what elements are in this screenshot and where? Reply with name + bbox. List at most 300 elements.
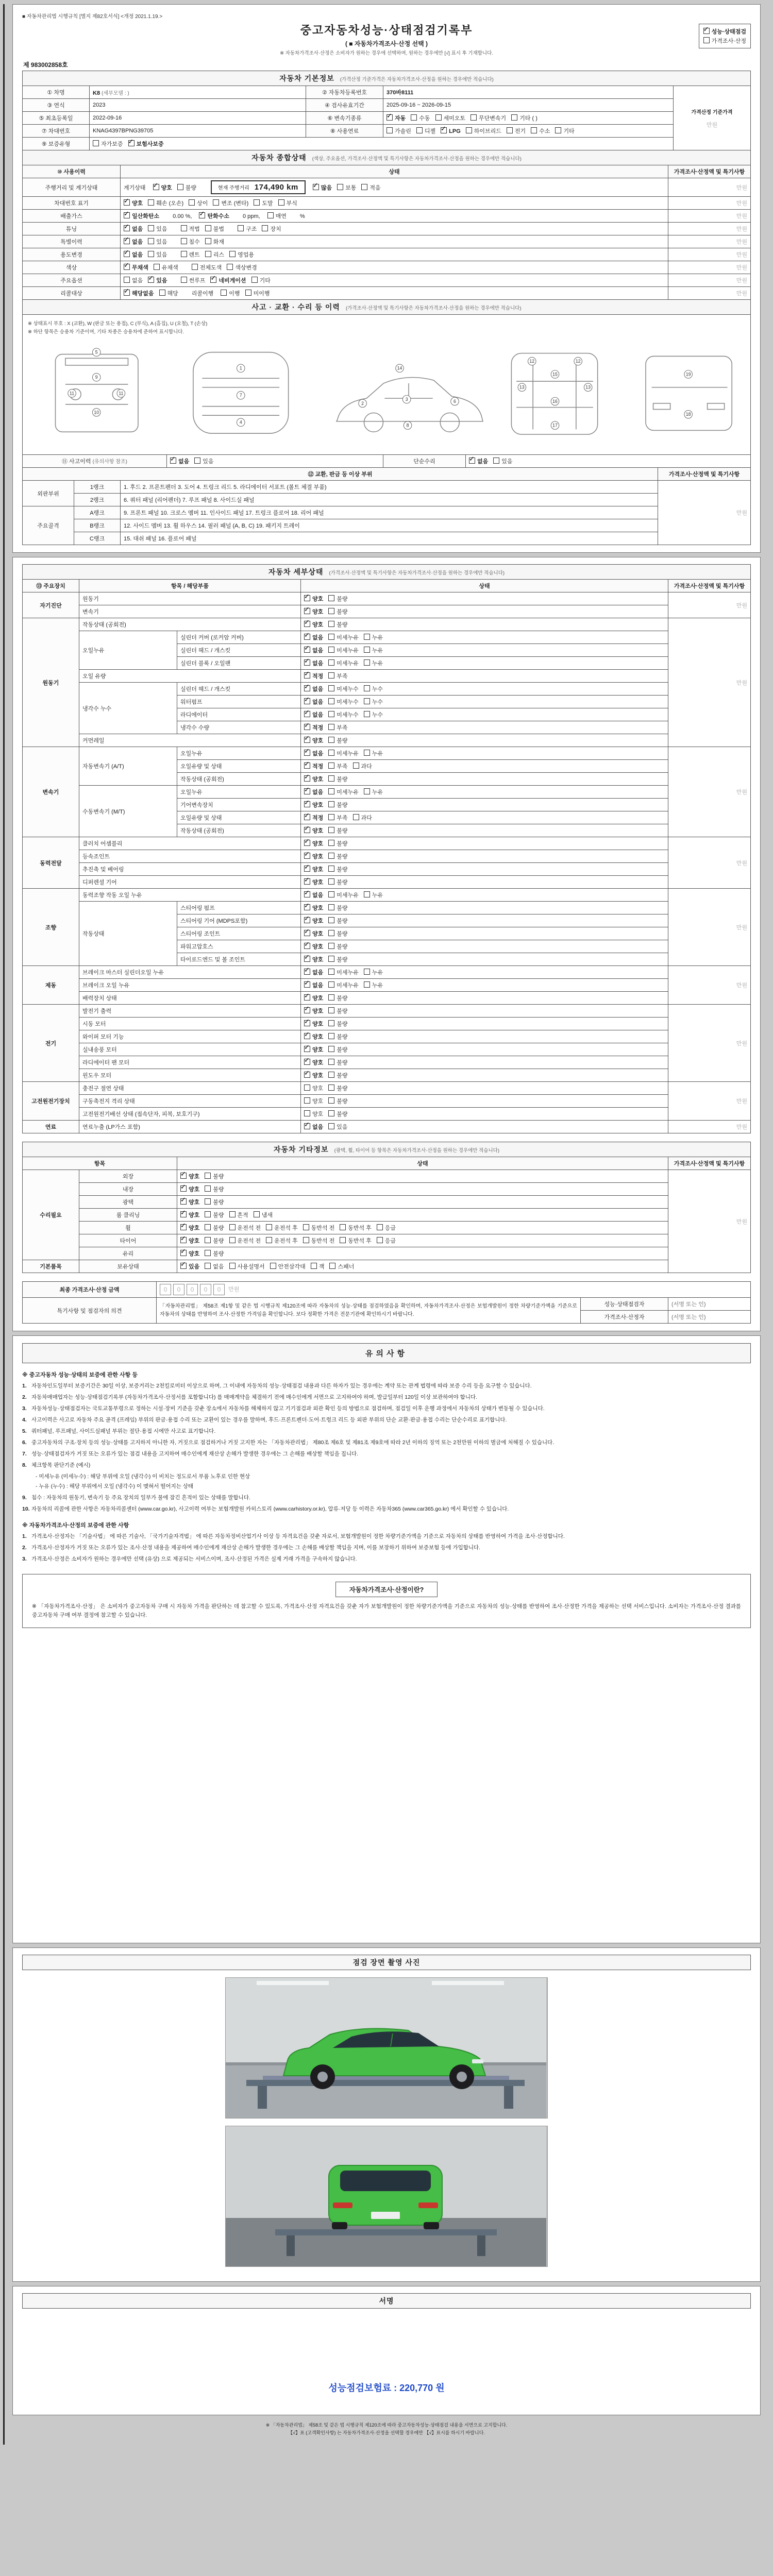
unchecked-option[interactable]: 과다 (353, 814, 372, 822)
unchecked-option[interactable]: 있음 (493, 457, 512, 465)
unchecked-option[interactable]: 미세누수 (328, 698, 359, 706)
panel-parts-list: 9. 프론트 패널 10. 크로스 멤버 11. 인사이드 패널 17. 트렁크 플로어 18. 리어 패널 (121, 506, 658, 519)
checkbox-icon (180, 1237, 187, 1243)
checked-option[interactable]: ✓ 양호 (304, 1032, 323, 1041)
unchecked-option[interactable]: 미세누수 (328, 710, 359, 719)
price-cell: 만원 (668, 592, 750, 618)
checked-option[interactable]: ✓ 적정 (304, 672, 323, 680)
unchecked-option[interactable]: 해당 (159, 289, 178, 297)
checkbox-icon (181, 238, 187, 244)
checked-option[interactable]: ✓ 없음 (304, 749, 323, 757)
checkbox-icon (154, 264, 160, 270)
unchecked-option[interactable]: 안전삼각대 (270, 1262, 306, 1270)
checked-option[interactable]: ✓ 양호 (304, 595, 323, 603)
unchecked-option[interactable]: 세미오토 (435, 114, 466, 122)
checked-option[interactable]: ✓ 적정 (304, 723, 323, 732)
checked-option[interactable]: ✓ 양호 (180, 1224, 199, 1232)
unchecked-option[interactable]: 양호 (304, 1084, 323, 1092)
checked-option[interactable]: ✓ 양호 (304, 801, 323, 809)
unchecked-option[interactable]: 불량 (205, 1249, 224, 1258)
unchecked-option[interactable]: 불량 (205, 1236, 224, 1245)
unchecked-option[interactable]: 불량 (328, 1084, 347, 1092)
unchecked-option[interactable]: 기타 ( ) (511, 114, 537, 122)
unchecked-option[interactable]: 불량 (328, 620, 347, 629)
notices-band: 유의사항 (22, 1343, 751, 1363)
unchecked-option[interactable]: 있음 (148, 238, 167, 246)
signer-role-appraiser: 가격조사·산정자 (580, 1311, 668, 1324)
checked-option[interactable]: ✓ 해당없음 (124, 289, 154, 297)
checked-option[interactable]: ✓ 없음 (124, 238, 143, 246)
device-subitem-label: 실린더 블록 / 오일팬 (177, 657, 301, 670)
checkbox-icon (181, 225, 187, 231)
detail-row (23, 1121, 751, 1133)
price-cell: 만원 (668, 210, 751, 223)
unchecked-option[interactable]: 누유 (364, 659, 383, 667)
checked-option[interactable]: ✓ 양호 (304, 994, 323, 1002)
unchecked-option[interactable]: 미세누유 (328, 659, 359, 667)
unchecked-option[interactable]: 누유 (364, 968, 383, 976)
unchecked-option[interactable]: 불량 (328, 1110, 347, 1118)
detail-row (23, 979, 751, 992)
unchecked-option[interactable]: 매연 (267, 212, 287, 220)
unchecked-option[interactable]: 기타 (251, 276, 271, 284)
unchecked-option[interactable]: 불량 (328, 1071, 347, 1079)
unchecked-option[interactable]: 수동 (411, 114, 430, 122)
checkbox-icon (229, 1211, 236, 1217)
checked-option[interactable]: ✓ 양호 (304, 839, 323, 848)
unchecked-option[interactable]: 누유 (364, 891, 383, 899)
checked-option[interactable]: ✓ 없음 (304, 968, 323, 976)
unchecked-option[interactable]: 가격조사·산정 (703, 37, 746, 45)
section-band-accident: 사고 · 교환 · 수리 등 이력 (가격조사·산정액 및 특기사항은 자동차가격조사·산정을 원하는 경우에만 적습니다) (23, 300, 751, 315)
unchecked-option[interactable]: 보통 (337, 183, 356, 192)
checkbox-icon (328, 878, 334, 885)
device-item-label: 원동기 (79, 592, 301, 605)
unchecked-option[interactable]: 불량 (328, 1045, 347, 1054)
notices-section2-title: ※ 자동차가격조사·산정의 보증에 관한 사항 (22, 1522, 129, 1529)
final-price-label: 최종 가격조사·산정 금액 (23, 1282, 157, 1298)
checkbox-icon (205, 225, 211, 231)
unchecked-option[interactable]: 없음 (205, 1262, 224, 1270)
price-cell: 만원 (668, 618, 750, 747)
checked-option[interactable]: ✓ 양호 (304, 917, 323, 925)
checked-option[interactable]: ✓ 없음 (124, 250, 143, 259)
checkbox-icon (469, 457, 475, 464)
unchecked-option[interactable]: 부족 (328, 672, 347, 680)
checked-option[interactable]: ✓ 없음 (469, 457, 488, 465)
checked-option[interactable]: ✓ 없음 (304, 685, 323, 693)
checkbox-icon (205, 1173, 211, 1179)
diagram-part-number: 6 (453, 398, 456, 404)
unchecked-option[interactable]: 영업용 (229, 250, 254, 259)
field-label-inspection: ④ 검사유효기간 (306, 99, 383, 112)
unchecked-option[interactable]: 흔적 (229, 1211, 248, 1219)
checkbox-icon (364, 981, 370, 988)
unchecked-option[interactable]: 이행 (221, 289, 240, 297)
checkbox-icon (227, 264, 233, 270)
unchecked-option[interactable]: 자가보증 (93, 140, 123, 148)
checked-option[interactable]: ✓ 양호 (304, 620, 323, 629)
unchecked-option[interactable]: 운전석 전 (229, 1236, 261, 1245)
checkbox-icon (180, 1185, 187, 1192)
unchecked-option[interactable]: 부식 (278, 199, 297, 207)
panel-parts-list: 1. 후드 2. 프론트펜더 3. 도어 4. 트렁크 리드 5. 라디에이터 서포트 (볼트 체결 부품) (121, 481, 658, 494)
unchecked-option[interactable]: 미세누유 (328, 646, 359, 654)
unchecked-option[interactable]: 변조 (변타) (213, 199, 248, 207)
checkbox-icon (328, 801, 334, 807)
device-subitem-label: 스티어링 기어 (MDPS포함) (177, 914, 301, 927)
checkbox-icon (304, 595, 310, 601)
unchecked-option[interactable]: 유채색 (154, 263, 178, 272)
checked-option[interactable]: ✓ 양호 (304, 929, 323, 938)
unchecked-option[interactable]: 불량 (328, 852, 347, 860)
unchecked-option[interactable]: 렌트 (181, 250, 200, 259)
overall-item-state (121, 178, 668, 197)
checkbox-icon (364, 788, 370, 794)
unchecked-option[interactable]: 냄새 (254, 1211, 273, 1219)
unchecked-option[interactable]: 불량 (328, 1032, 347, 1041)
notice-item: 1. 가격조사·산정자는 「기술사법」 에 따른 기술사, 「국가기술자격법」 에 따른 자동차정비산업기사 이상 등 자격요건을 갖춘 자로서, 보험개발원이 정한 차량기준가액을 기준으로 자동차의 상태를 반영하여 가격을 조사·산정합니다. (22, 1533, 565, 1539)
unchecked-option[interactable]: 누유 (364, 633, 383, 641)
unchecked-option[interactable]: 부족 (328, 762, 347, 770)
unchecked-option[interactable]: 무단변속기 (470, 114, 506, 122)
checkbox-icon (507, 127, 513, 133)
detail-row (23, 837, 751, 850)
panel-parts-list: 6. 쿼터 패널 (리어펜더) 7. 루프 패널 8. 사이드실 패널 (121, 494, 658, 506)
checked-option[interactable]: ✓ 양호 (180, 1249, 199, 1258)
unchecked-option[interactable]: 기타 (555, 127, 574, 135)
unchecked-option[interactable]: 구조 (238, 225, 257, 233)
checked-option[interactable]: ✓ 양호 (180, 1198, 199, 1206)
unchecked-option[interactable]: 불량 (328, 801, 347, 809)
checked-option[interactable]: ✓ 없음 (304, 891, 323, 899)
unchecked-option[interactable]: 응급 (377, 1224, 396, 1232)
checked-option[interactable]: ✓ 없음 (304, 981, 323, 989)
unchecked-option[interactable]: 불량 (328, 955, 347, 963)
checked-option[interactable]: ✓ 없음 (304, 659, 323, 667)
page-notices (12, 1335, 761, 1943)
device-state (301, 850, 668, 863)
checked-option[interactable]: ✓ 양호 (180, 1172, 199, 1180)
base-price-cell: 가격산정 기준가격 만원 (673, 86, 750, 150)
device-state (301, 657, 668, 670)
unchecked-option[interactable]: 미세누유 (328, 981, 359, 989)
unchecked-option[interactable]: 적법 (181, 225, 200, 233)
checked-option[interactable]: ✓ 양호 (304, 736, 323, 744)
detail-row (23, 1095, 751, 1108)
unchecked-option[interactable]: 불량 (177, 183, 196, 192)
notice-item: 9. 침수 : 자동차의 원동기, 변속기 등 주요 장치의 일부가 물에 잠긴 흔적이 있는 상태를 말합니다. (22, 1494, 250, 1501)
unchecked-option[interactable]: 동반석 후 (340, 1236, 372, 1245)
checked-option[interactable]: ✓ 적정 (304, 814, 323, 822)
checked-option[interactable]: ✓ 양호 (304, 865, 323, 873)
unchecked-option[interactable]: 불량 (328, 994, 347, 1002)
unchecked-option[interactable]: 전체도색 (192, 263, 222, 272)
page-photos (12, 1947, 761, 2282)
unchecked-option[interactable]: 미세누유 (328, 749, 359, 757)
notices-section1-list (22, 1382, 751, 1514)
unchecked-option[interactable]: 있음 (194, 457, 213, 465)
checkbox-icon (303, 1224, 309, 1230)
checkbox-icon (304, 647, 310, 653)
checkbox-icon (194, 457, 200, 464)
panel-rank-label: C랭크 (74, 532, 121, 545)
unchecked-option[interactable]: 불량 (328, 775, 347, 783)
overall-item-state (121, 235, 668, 248)
checked-option[interactable]: ✓ 없음 (304, 710, 323, 719)
unchecked-option[interactable]: 불량 (328, 878, 347, 886)
unchecked-option[interactable]: 썬루프 (181, 276, 206, 284)
footer-line-2: 【√】표 (고객확인사항) 는 자동차가격조사·산정을 선택할 경우에만 【√】표시를 하시기 바랍니다. (288, 2430, 485, 2436)
notice-item: 1. 자동차인도일부터 보증기간은 30일 이상, 보증거리는 2천킬로미터 이상으로 하며, 그 이내에 자동차의 성능·상태점검 내용과 다른 하자가 있는 경우에는 계약 또는 관계 법령에 따라 보증 수리 등을 요구할 수 있습니다. (22, 1383, 532, 1389)
unchecked-option[interactable]: 부족 (328, 723, 347, 732)
checked-option[interactable]: ✓ 적정 (304, 762, 323, 770)
overall-item-state (121, 223, 668, 235)
unchecked-option[interactable]: 응급 (377, 1236, 396, 1245)
unchecked-option[interactable]: 불량 (328, 839, 347, 848)
overall-item-label: 튜닝 (23, 223, 121, 235)
unchecked-option[interactable]: 불량 (205, 1185, 224, 1193)
device-state (301, 837, 668, 850)
unchecked-option[interactable]: 불량 (328, 904, 347, 912)
checked-option[interactable]: ✓ 양호 (304, 1071, 323, 1079)
price-cell: 만원 (668, 747, 750, 837)
unchecked-option[interactable]: 하이브리드 (466, 127, 501, 135)
unchecked-option[interactable]: 불량 (328, 595, 347, 603)
unchecked-option[interactable]: 동반석 전 (303, 1224, 335, 1232)
checked-option[interactable]: ✓ 양호 (304, 904, 323, 912)
detail-row (23, 876, 751, 889)
checked-option[interactable]: ✓ 없음 (124, 225, 143, 233)
unchecked-option[interactable]: 불량 (328, 929, 347, 938)
unchecked-option[interactable]: 리스 (205, 250, 224, 259)
unchecked-option[interactable]: 누유 (364, 788, 383, 796)
unchecked-option[interactable]: 있음 (148, 225, 167, 233)
checked-option[interactable]: ✓ 있음 (148, 276, 167, 284)
unchecked-option[interactable]: 누수 (364, 710, 383, 719)
unchecked-option[interactable]: 동반석 후 (340, 1224, 372, 1232)
checkbox-icon (328, 659, 334, 666)
unchecked-option[interactable]: 불량 (328, 1058, 347, 1066)
detail-row (23, 1108, 751, 1121)
section-band-detail: 자동차 세부상태 (가격조사·산정액 및 특기사항은 자동차가격조사·산정을 원하는 경우에만 적습니다) (23, 565, 751, 580)
checked-option[interactable]: ✓ 없음 (304, 1123, 323, 1131)
unchecked-option[interactable]: 잭 (311, 1262, 325, 1270)
unchecked-option[interactable]: 전기 (507, 127, 526, 135)
checked-option[interactable]: ✓ 일산화탄소 (124, 212, 159, 220)
state-text: 0.00 %, (173, 213, 192, 219)
unchecked-option[interactable]: 적음 (361, 183, 380, 192)
unchecked-option[interactable]: 불량 (328, 736, 347, 744)
unchecked-option[interactable]: 미세누유 (328, 788, 359, 796)
unchecked-option[interactable]: 색상변경 (227, 263, 257, 272)
unchecked-option[interactable]: 불량 (205, 1198, 224, 1206)
checked-option[interactable]: ✓ 양호 (304, 1045, 323, 1054)
checkbox-icon (180, 1198, 187, 1205)
checkbox-icon (170, 457, 176, 464)
detail-row (23, 734, 751, 747)
device-state (301, 618, 668, 631)
unchecked-option[interactable]: 누유 (364, 646, 383, 654)
unchecked-option[interactable]: 불량 (205, 1172, 224, 1180)
unchecked-option[interactable]: 운전석 후 (266, 1236, 298, 1245)
checkbox-icon (328, 956, 334, 962)
unchecked-option[interactable]: 불량 (328, 1007, 347, 1015)
checked-option[interactable]: ✓ 양호 (180, 1185, 199, 1193)
unchecked-option[interactable]: 미세누유 (328, 891, 359, 899)
checked-option[interactable]: ✓ 양호 (304, 826, 323, 835)
device-state (301, 696, 668, 708)
unchecked-option[interactable]: 침수 (181, 238, 200, 246)
checked-option[interactable]: ✓ 자동 (386, 114, 406, 122)
signature-area[interactable] (22, 2309, 751, 2370)
checked-option[interactable]: ✓성능·상태점검 (703, 27, 746, 36)
unchecked-option[interactable]: 운전석 전 (229, 1224, 261, 1232)
checked-option[interactable]: ✓ 양호 (304, 852, 323, 860)
unchecked-option[interactable]: 장치 (262, 225, 281, 233)
checkbox-icon (470, 114, 477, 121)
unchecked-option[interactable]: 디젤 (416, 127, 435, 135)
panel-rank-label: B랭크 (74, 519, 121, 532)
unchecked-option[interactable]: 누수 (364, 698, 383, 706)
unchecked-option[interactable]: 양호 (304, 1097, 323, 1105)
checked-option[interactable]: ✓ 없음 (304, 788, 323, 796)
checked-option[interactable]: ✓ 없음 (304, 698, 323, 706)
unchecked-option[interactable]: 불량 (328, 942, 347, 951)
unchecked-option[interactable]: 미세누수 (328, 685, 359, 693)
overall-item-label: 배출가스 (23, 210, 121, 223)
unchecked-option[interactable]: 있음 (328, 1123, 347, 1131)
unchecked-option[interactable]: 미세누유 (328, 968, 359, 976)
checked-option[interactable]: ✓ 양호 (304, 607, 323, 616)
unchecked-option[interactable]: 상이 (189, 199, 208, 207)
unchecked-option[interactable]: 사용설명서 (229, 1262, 265, 1270)
checkbox-icon (229, 1263, 236, 1269)
checkbox-icon (531, 127, 537, 133)
checked-option[interactable]: ✓ 양호 (153, 183, 172, 192)
checkbox-icon (304, 698, 310, 704)
unchecked-option[interactable]: 누유 (364, 749, 383, 757)
device-item-label: 브레이크 마스터 실린더오일 누유 (79, 966, 301, 979)
etc-row (23, 1260, 751, 1273)
unchecked-option[interactable]: 동반석 전 (303, 1236, 335, 1245)
unchecked-option[interactable]: 불량 (328, 865, 347, 873)
unchecked-option[interactable]: 누수 (364, 685, 383, 693)
unchecked-option[interactable]: 미세누유 (328, 633, 359, 641)
unchecked-option[interactable]: 불량 (328, 826, 347, 835)
checked-option[interactable]: ✓ 양호 (304, 955, 323, 963)
checked-option[interactable]: ✓ 양호 (304, 775, 323, 783)
checkbox-icon (124, 225, 130, 231)
checked-option[interactable]: ✓ 보험사보증 (128, 140, 164, 148)
unchecked-option[interactable]: 양호 (304, 1110, 323, 1118)
checked-option[interactable]: ✓ 양호 (180, 1211, 199, 1219)
checked-option[interactable]: ✓ 양호 (304, 942, 323, 951)
unchecked-option[interactable]: 수소 (531, 127, 550, 135)
checkbox-icon (361, 184, 367, 190)
device-subitem-label: 실린더 헤드 / 개스킷 (177, 644, 301, 657)
unchecked-option[interactable]: 훼손 (오손) (148, 199, 183, 207)
unchecked-option[interactable]: 불량 (205, 1211, 224, 1219)
device-item-label: 오일 유량 (79, 670, 301, 683)
unchecked-option[interactable]: 화재 (205, 238, 224, 246)
checked-option[interactable]: ✓ 무채색 (124, 263, 148, 272)
unchecked-option[interactable]: 불량 (328, 917, 347, 925)
checkbox-icon (148, 225, 154, 231)
checked-option[interactable]: ✓ 양호 (304, 1058, 323, 1066)
unchecked-option[interactable]: 불량 (328, 1020, 347, 1028)
checked-option[interactable]: ✓ 없음 (170, 457, 189, 465)
checkbox-icon (304, 1097, 310, 1104)
checkbox-icon (703, 37, 710, 43)
unchecked-option[interactable]: 불량 (328, 607, 347, 616)
notice-subitem: - 누유 (누수) : 해당 부위에서 오일 (냉각수) 이 맺혀서 떨어지는 상태 (36, 1483, 194, 1489)
checked-option[interactable]: ✓ 탄화수소 (199, 212, 229, 220)
unchecked-option[interactable]: 과다 (353, 762, 372, 770)
checkbox-icon (124, 290, 130, 296)
price-cell: 만원 (668, 1121, 750, 1133)
exchange-row (23, 481, 751, 494)
checked-option[interactable]: ✓ 양호 (304, 1007, 323, 1015)
checked-option[interactable]: ✓ 없음 (304, 646, 323, 654)
checked-option[interactable]: ✓ LPG (441, 127, 461, 134)
checkbox-icon (328, 1059, 334, 1065)
unchecked-option[interactable]: 도말 (254, 199, 273, 207)
unchecked-option[interactable]: 불량 (205, 1224, 224, 1232)
device-state (301, 1082, 668, 1095)
unchecked-option[interactable]: 불법 (205, 225, 224, 233)
device-item-label: 발전기 출력 (79, 1005, 301, 1018)
checked-option[interactable]: ✓ 양호 (304, 1020, 323, 1028)
checked-option[interactable]: ✓ 없음 (304, 633, 323, 641)
checked-option[interactable]: ✓ 있음 (180, 1262, 199, 1270)
checked-option[interactable]: ✓ 네비게이션 (210, 276, 246, 284)
device-subitem-label: 실린더 커버 (로커암 커버) (177, 631, 301, 644)
checked-option[interactable]: ✓ 양호 (304, 878, 323, 886)
detail-row (23, 992, 751, 1005)
etc-row (23, 1247, 751, 1260)
device-item-label: 시동 모터 (79, 1018, 301, 1030)
unchecked-option[interactable]: 없음 (124, 276, 143, 284)
notice-item: 3. 가격조사·산정은 소비자가 원하는 경우에만 선택 (유상) 으로 제공되는 서비스이며, 조사·산정된 가격은 실제 거래 가격을 구속하지 않습니다. (22, 1555, 357, 1562)
unchecked-option[interactable]: 있음 (148, 250, 167, 259)
unchecked-option[interactable]: 스패너 (329, 1262, 354, 1270)
unchecked-option[interactable]: 부족 (328, 814, 347, 822)
unchecked-option[interactable]: 누유 (364, 981, 383, 989)
detail-row (23, 1056, 751, 1069)
device-state (301, 721, 668, 734)
accident-history-table (22, 454, 751, 468)
definition-box-title: 자동차가격조사·산정이란? (335, 1582, 438, 1597)
checked-option[interactable]: ✓ 많음 (313, 183, 332, 192)
unchecked-option[interactable]: 가솔린 (386, 127, 411, 135)
unchecked-option[interactable]: 불량 (328, 1097, 347, 1105)
etc-row (23, 1209, 751, 1222)
checkbox-icon (205, 1237, 211, 1243)
detail-row (23, 850, 751, 863)
checkbox-icon (364, 891, 370, 897)
section-band-etc: 자동차 기타정보 (광택, 휠, 타이어 등 항목은 자동차가격조사·산정을 원하는 경우에만 적습니다) (23, 1142, 751, 1157)
checked-option[interactable]: ✓ 양호 (124, 199, 143, 207)
notice-item: 3. 자동차성능·상태점검자는 국토교통부령으로 정하는 시설·장비 기준을 갖춘 장소에서 자동차를 해체하지 않고 기기점검과 외관 확인 등의 방법으로 점검하며, 점검일 이후 운행 과정에서 자동차의 상태가 변동될 수 있습니다. (22, 1405, 545, 1412)
device-state (301, 824, 668, 837)
checkbox-icon (213, 199, 219, 206)
inspection-photo-front-frame (225, 1977, 548, 2119)
checked-option[interactable]: ✓ 양호 (180, 1236, 199, 1245)
unchecked-option[interactable]: 미이행 (245, 289, 270, 297)
diagram-part-number: 9 (95, 375, 98, 380)
unchecked-option[interactable]: 운전석 후 (266, 1224, 298, 1232)
